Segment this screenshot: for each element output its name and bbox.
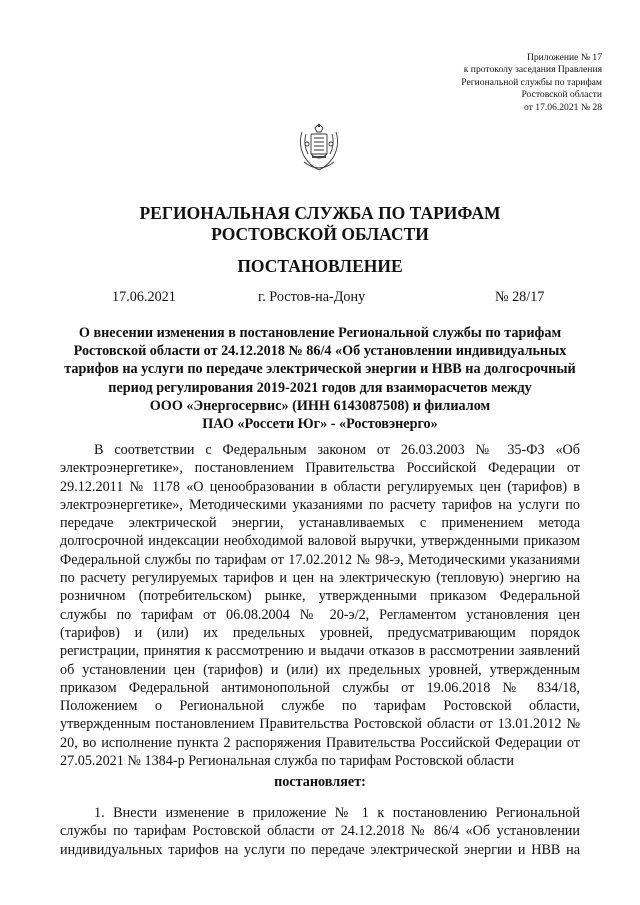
- agency-line: РОСТОВСКОЙ ОБЛАСТИ: [211, 224, 429, 244]
- preamble-line: об установлении цен (тарифов) и (или) их предельных уровней, утвержденным: [60, 661, 580, 678]
- document-title: [60, 324, 580, 433]
- title-line: ПАО «Россети Юг» - «Ростовэнерго»: [202, 416, 438, 433]
- title-line: тарифов на услуги по передаче электрической энергии и НВВ на долгосрочный: [64, 361, 576, 378]
- annex-line: Ростовской области: [521, 89, 602, 101]
- clause-line: 1. Внести изменение в приложение № 1 к постановлению Региональной: [94, 805, 580, 821]
- document-type: ПОСТАНОВЛЕНИЕ: [237, 256, 403, 276]
- preamble-line: (тарифов) и (или) их предельных уровней, предусматривающим порядок: [60, 624, 580, 641]
- preamble-line: 27.05.2021 № 1384-р Региональная служба по тарифам Ростовской области: [60, 753, 514, 770]
- annex-note: [461, 52, 602, 114]
- preamble-line: 20, во исполнение пункта 2 распоряжения Правительства Российской Федерации от: [60, 734, 580, 751]
- preamble-line: долгосрочной индексации необходимой валовой выручки, утвержденными приказом: [60, 533, 580, 550]
- title-line: ООО «Энергосервис» (ИНН 6143087508) и филиалом: [149, 397, 491, 414]
- agency-name: [0, 203, 640, 245]
- preamble-line: передаче электрической энергии, устанавливаемых с применением метода: [60, 515, 580, 532]
- preamble-line: службы по тарифам от 06.08.2004 № 20-э/2, Регламентом установления цен: [60, 606, 580, 623]
- clause-1: [60, 804, 580, 859]
- resolves-heading: постановляет:: [274, 774, 366, 790]
- document-date: 17.06.2021: [112, 289, 176, 305]
- preamble-line: утвержденным постановлением Правительства Ростовской области от 13.01.2012 №: [60, 716, 580, 733]
- preamble-line: приказом Федеральной антимонопольной службы от 19.06.2018 № 834/18,: [60, 679, 580, 696]
- preamble-paragraph: [60, 441, 580, 770]
- clause-line: индивидуальных тарифов на услуги по передаче электрической энергии и НВВ на: [60, 841, 580, 858]
- title-line: период регулирования 2019-2021 годов для взаиморасчетов между: [108, 379, 532, 396]
- preamble-line: регистрации, принятия к рассмотрению и выдачи отказов в рассмотрении заявлений: [60, 643, 580, 660]
- agency-line: РЕГИОНАЛЬНАЯ СЛУЖБА ПО ТАРИФАМ: [139, 203, 501, 223]
- coat-of-arms-icon: [298, 122, 340, 174]
- preamble-line: розничном (потребительском) рынке, утвержденными приказом Федеральной: [60, 588, 580, 605]
- annex-line: Региональной службы по тарифам: [461, 76, 602, 88]
- preamble-line: Федеральной службы по тарифам от 17.02.2012 № 98-э, Методическими указаниями: [60, 551, 580, 568]
- preamble-line: 29.12.2011 № 1178 «О ценообразовании в области регулируемых цен (тарифов) в: [60, 478, 580, 495]
- title-line: О внесении изменения в постановление Региональной службы по тарифам: [78, 325, 562, 341]
- annex-line: к протоколу заседания Правления: [463, 64, 602, 76]
- preamble-line: электроэнергетике», Методическими указаниями по расчету тарифов на услуги по: [60, 496, 580, 513]
- title-line: Ростовской области от 24.12.2018 № 86/4 «Об установлении индивидуальных: [73, 343, 567, 360]
- clause-line: службы по тарифам Ростовской области от 24.12.2018 № 86/4 «Об установлении: [60, 823, 580, 840]
- annex-line: Приложение № 17: [526, 52, 602, 63]
- preamble-line: В соответствии с Федеральным законом от 26.03.2003 № 35-ФЗ «Об: [94, 442, 580, 458]
- document-city: г. Ростов-на-Дону: [258, 289, 366, 305]
- preamble-line: электроэнергетике», постановлением Правительства Российской Федерации от: [60, 460, 580, 477]
- document-number: № 28/17: [495, 289, 545, 305]
- annex-line: от 17.06.2021 № 28: [524, 101, 602, 113]
- preamble-line: Положением о Региональной службе по тарифам Ростовской области,: [60, 698, 580, 715]
- preamble-line: по расчету регулируемых тарифов и цен на электрическую (тепловую) энергию на: [60, 570, 580, 587]
